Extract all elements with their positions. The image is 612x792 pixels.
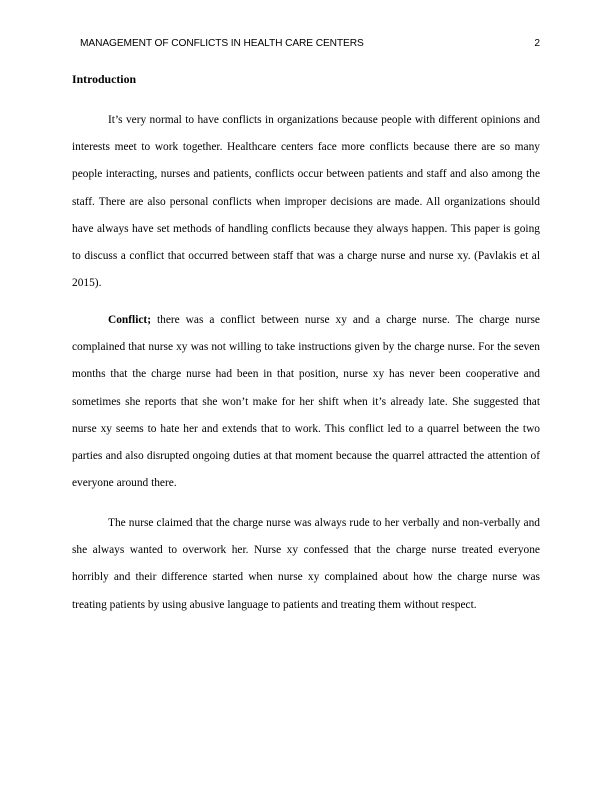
- page-number: 2: [534, 38, 540, 49]
- section-heading-introduction: Introduction: [72, 72, 137, 86]
- paragraph-text: It’s very normal to have conflicts in organizations because people with different opinions and interests meet to work together. Healthcare centers face more conflicts because there are so many people interacting, nurses and patients, conflicts occur between patients and staff and also among the staff. There are also personal conflicts when improper decisions are made. All organizations should have always have set methods of handling conflicts because they always happen. This paper is going to discuss a conflict that occurred between staff that was a charge nurse and nurse xy. (Pavlakis et al 2015).: [72, 114, 540, 290]
- running-head-title: MANAGEMENT OF CONFLICTS IN HEALTH CARE CENTERS: [80, 38, 364, 49]
- paragraph-lead-conflict: Conflict;: [108, 314, 152, 326]
- paragraph-text: there was a conflict between nurse xy and a charge nurse. The charge nurse complained that nurse xy was not willing to take instructions given by the charge nurse. For the seven months that the charge nurse had been in that position, nurse xy has never been cooperative and sometimes she reports that she won’t make for her shift when it’s already late. She suggested that nurse xy seems to hate her and extends that to work. This conflict led to a quarrel between the two parties and also disrupted ongoing duties at that moment because the quarrel attracted the attention of everyone around there.: [72, 314, 540, 490]
- page-header: [80, 37, 540, 51]
- paragraph-conflict: [72, 307, 540, 497]
- paragraph-text: The nurse claimed that the charge nurse was always rude to her verbally and non-verbally and she always wanted to overwork her. Nurse xy confessed that the charge nurse treated everyone horribly and their difference started when nurse xy complained about how the charge nurse was treating patients by using abusive language to patients and treating them without respect.: [72, 517, 540, 611]
- paragraph-introduction: [72, 107, 540, 297]
- paragraph-nurse-claim: [72, 510, 540, 619]
